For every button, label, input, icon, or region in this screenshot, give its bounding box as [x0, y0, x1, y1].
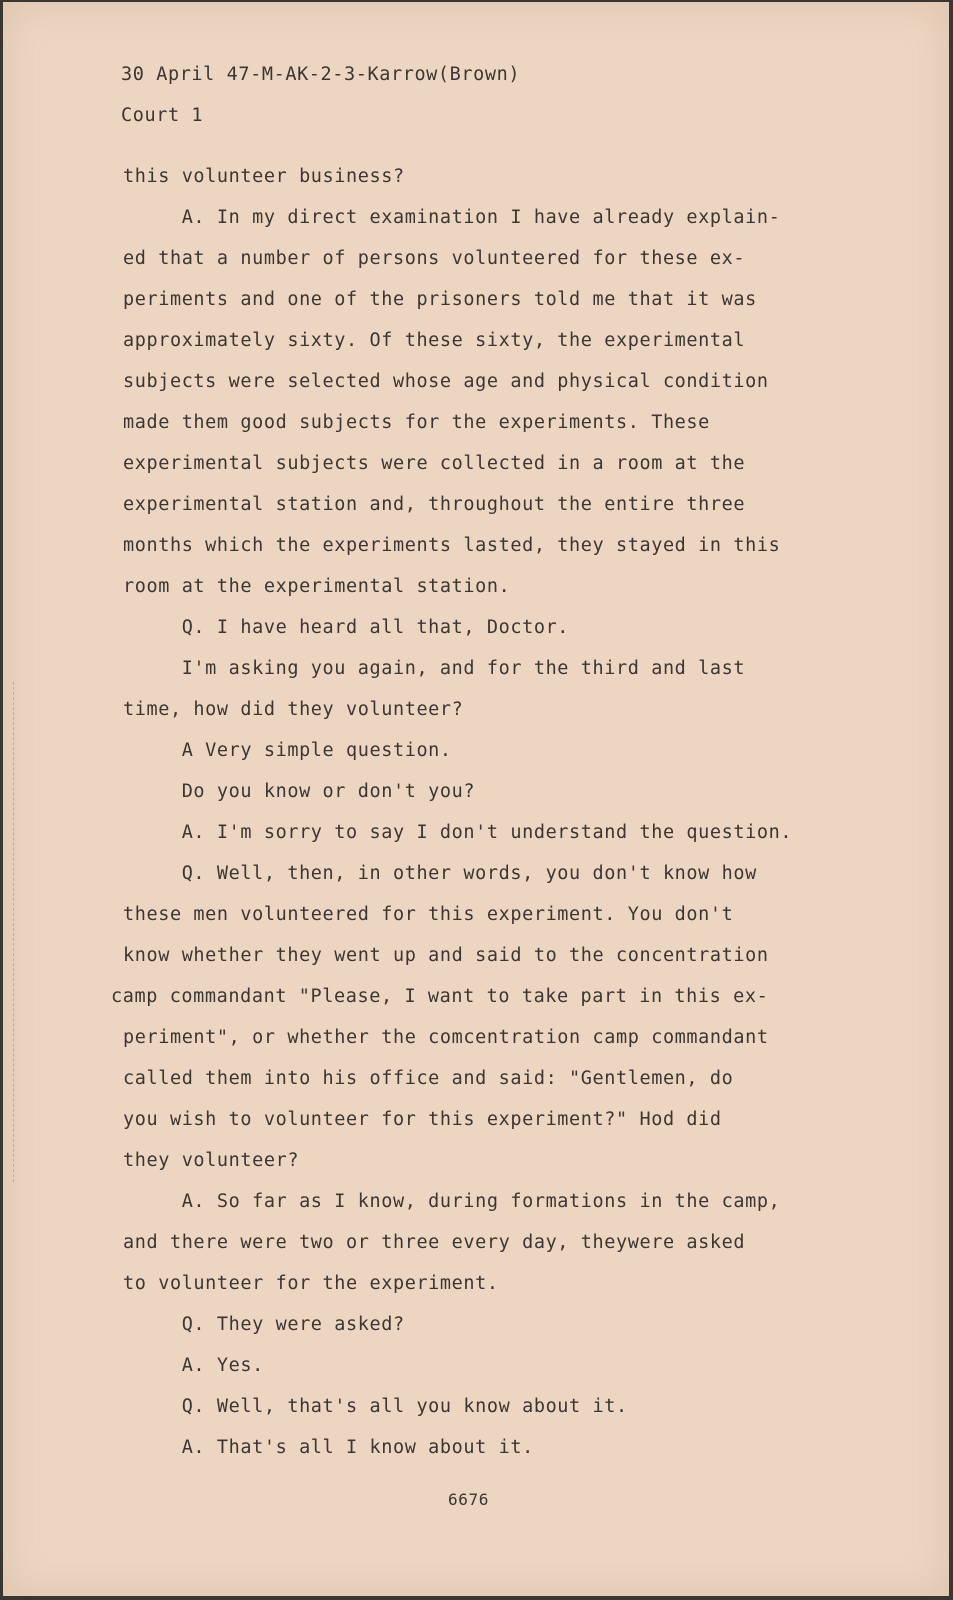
transcript-line: A. That's all I know about it. — [123, 1437, 534, 1458]
document-page — [3, 2, 949, 1596]
transcript-line: to volunteer for the experiment. — [123, 1273, 499, 1294]
transcript-line: A. So far as I know, during formations in the camp, — [123, 1191, 781, 1212]
transcript-line: subjects were selected whose age and physical condition — [123, 371, 769, 392]
transcript-line: these men volunteered for this experiment. You don't — [123, 904, 734, 925]
header-court: Court 1 — [121, 105, 204, 126]
transcript-line: experimental station and, throughout the entire three — [123, 494, 746, 515]
transcript-line: Do you know or don't you? — [123, 781, 476, 802]
transcript-line: made them good subjects for the experiments. These — [123, 412, 710, 433]
transcript-line: camp commandant "Please, I want to take part in this ex- — [111, 986, 769, 1007]
transcript-line: approximately sixty. Of these sixty, the experimental — [123, 330, 746, 351]
transcript-line: Q. Well, then, in other words, you don't know how — [123, 863, 757, 884]
transcript-line: A. Yes. — [123, 1355, 264, 1376]
transcript-line: this volunteer business? — [123, 166, 405, 187]
transcript-line: know whether they went up and said to the concentration — [123, 945, 769, 966]
transcript-line: I'm asking you again, and for the third and last — [123, 658, 746, 679]
transcript-line: A. I'm sorry to say I don't understand the question. — [123, 822, 793, 843]
transcript-line: you wish to volunteer for this experiment?" Hod did — [123, 1109, 722, 1130]
transcript-line: called them into his office and said: "Gentlemen, do — [123, 1068, 734, 1089]
transcript-line: periments and one of the prisoners told me that it was — [123, 289, 757, 310]
transcript-line: A. In my direct examination I have already explain- — [123, 207, 781, 228]
transcript-line: ed that a number of persons volunteered for these ex- — [123, 248, 746, 269]
transcript-line: and there were two or three every day, theywere asked — [123, 1232, 746, 1253]
transcript-line: A Very simple question. — [123, 740, 452, 761]
transcript-line: Q. I have heard all that, Doctor. — [123, 617, 570, 638]
transcript-line: they volunteer? — [123, 1150, 300, 1171]
transcript-line: room at the experimental station. — [123, 576, 511, 597]
transcript-line: months which the experiments lasted, they stayed in this — [123, 535, 781, 556]
transcript-line: periment", or whether the comcentration camp commandant — [123, 1027, 769, 1048]
transcript-line: Q. Well, that's all you know about it. — [123, 1396, 628, 1417]
header-case-reference: 30 April 47-M-AK-2-3-Karrow(Brown) — [121, 64, 521, 85]
paper-edge-marks — [13, 682, 20, 1182]
transcript-line: Q. They were asked? — [123, 1314, 405, 1335]
page-number: 6676 — [448, 1490, 489, 1509]
transcript-line: experimental subjects were collected in a room at the — [123, 453, 746, 474]
transcript-line: time, how did they volunteer? — [123, 699, 464, 720]
